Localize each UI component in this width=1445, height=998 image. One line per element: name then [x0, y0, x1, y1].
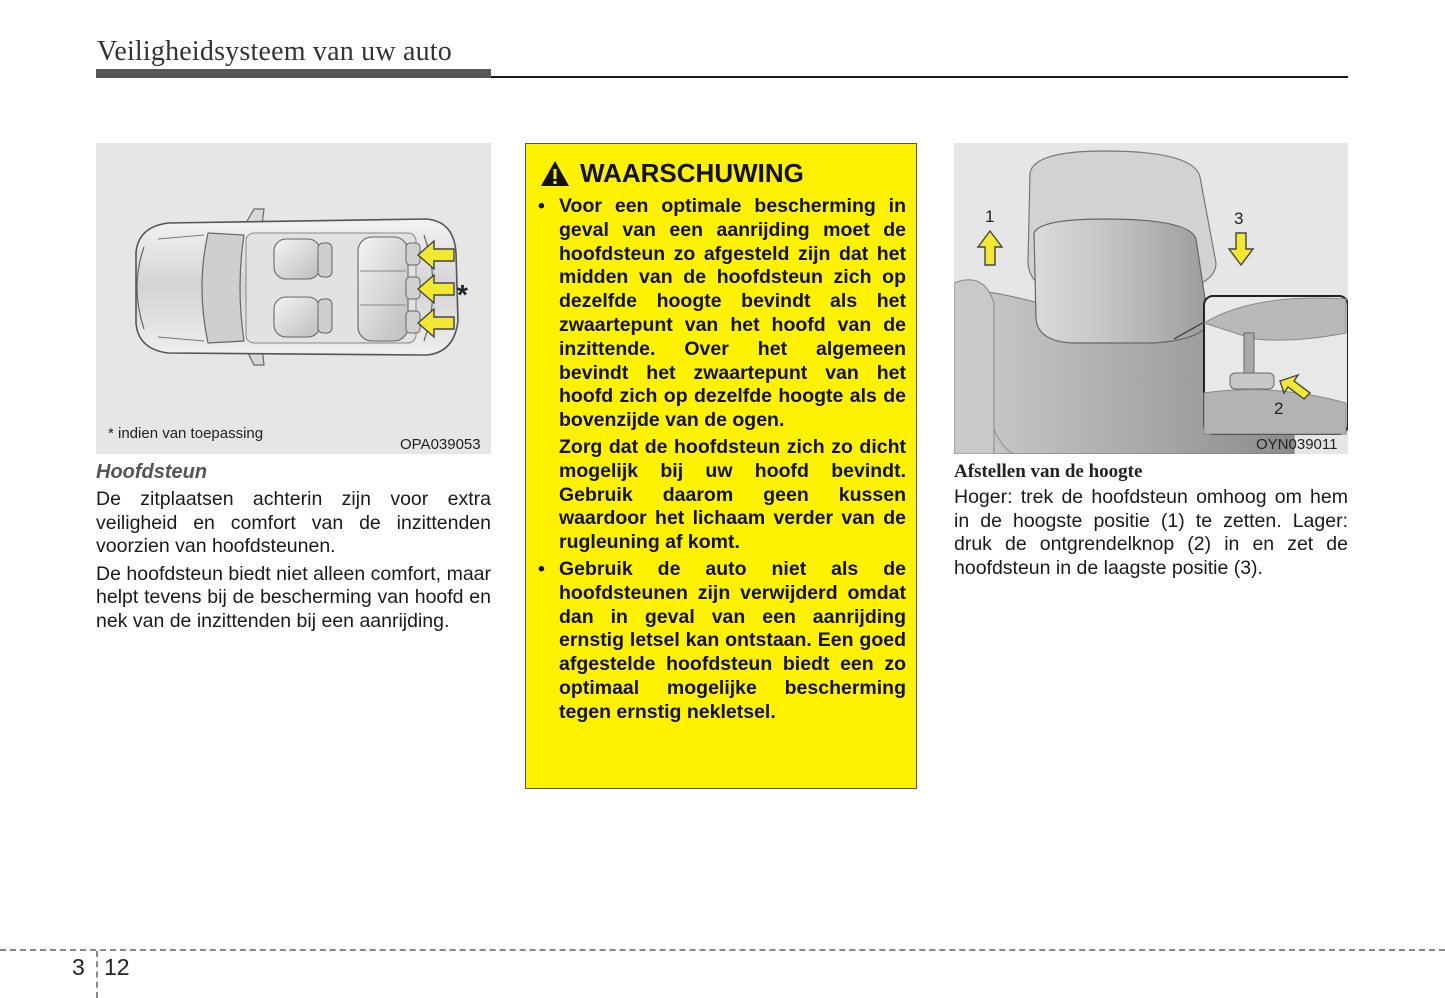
warning-list [536, 195, 906, 728]
warning-box [525, 143, 917, 789]
warning-heading [540, 158, 804, 189]
section-heading-hoofdsteun: Hoofdsteun [96, 461, 208, 483]
warning-paragraph: Voor een optimale bescherming in geval van een aanrijding moet de hoofdsteun zo afgesteld zijn dat het midden van de hoofdsteun zich op dezelfde hoogte bevindt als het zwaartepunt van het hoofd van de inzittende. Over het algemeen bevindt het zwaartepunt van het hoofd zich op dezelfde hoogte als de bovenzijde van de ogen. [559, 195, 906, 432]
paragraph: Hoger: trek de hoofdsteun omhoog om hem in de hoogste positie (1) te zetten. Lager: druk de ontgrendelknop (2) in en zet de hoofdsteun in de laagste positie (3). [954, 486, 1348, 579]
figure-code: OYN039011 [1256, 436, 1338, 453]
warning-title: WAARSCHUWING [580, 158, 804, 188]
figure-code: OPA039053 [400, 436, 481, 453]
warning-paragraph: Gebruik de auto niet als de hoofdsteunen zijn verwijderd omdat dan in geval van een aanrijding ernstig letsel kan ontstaan. Een goed afgestelde hoofdsteun biedt een zo optimaal mogelijke bescherming tegen ernstig nekletsel. [559, 557, 906, 723]
page-title: Veiligheidsysteem van uw auto [97, 36, 452, 67]
paragraph: De zitplaatsen achterin zijn voor extra veiligheid en comfort van de inzittenden voorzien van hoofdsteunen. [96, 488, 491, 558]
header-bar [96, 69, 491, 78]
figure-footnote: * indien van toepassing [108, 425, 264, 442]
right-column [954, 461, 1348, 584]
list-item [536, 558, 906, 725]
asterisk-marker: * [457, 279, 468, 310]
header-rule [491, 76, 1348, 78]
chapter-number: 3 [72, 954, 85, 980]
footer-divider [0, 949, 1445, 951]
paragraph: De hoofdsteun biedt niet alleen comfort, maar helpt tevens bij de bescherming van hoofd en nek van de inzittenden bij een aanrijding. [96, 562, 491, 632]
callout-2: 2 [1274, 399, 1284, 418]
page-number: 12 [104, 954, 130, 980]
bullet: • [538, 195, 545, 217]
headrest-illustration [954, 143, 1348, 454]
callout-1: 1 [985, 207, 995, 226]
bullet: • [538, 557, 545, 580]
footer-separator [96, 951, 98, 998]
car-topview-figure [96, 143, 491, 454]
left-column [96, 461, 491, 638]
headrest-figure [954, 143, 1348, 454]
list-item [536, 195, 906, 555]
warning-triangle-icon [540, 160, 570, 187]
warning-paragraph: Zorg dat de hoofdsteun zich zo dicht mogelijk bij uw hoofd bevindt. Gebruik daarom geen kussen waardoor het lichaam verder van de rugleuning af komt. [559, 435, 906, 554]
section-heading-afstellen: Afstellen van de hoogte [954, 461, 1143, 482]
car-topview-illustration [96, 143, 491, 454]
callout-3: 3 [1234, 209, 1244, 228]
